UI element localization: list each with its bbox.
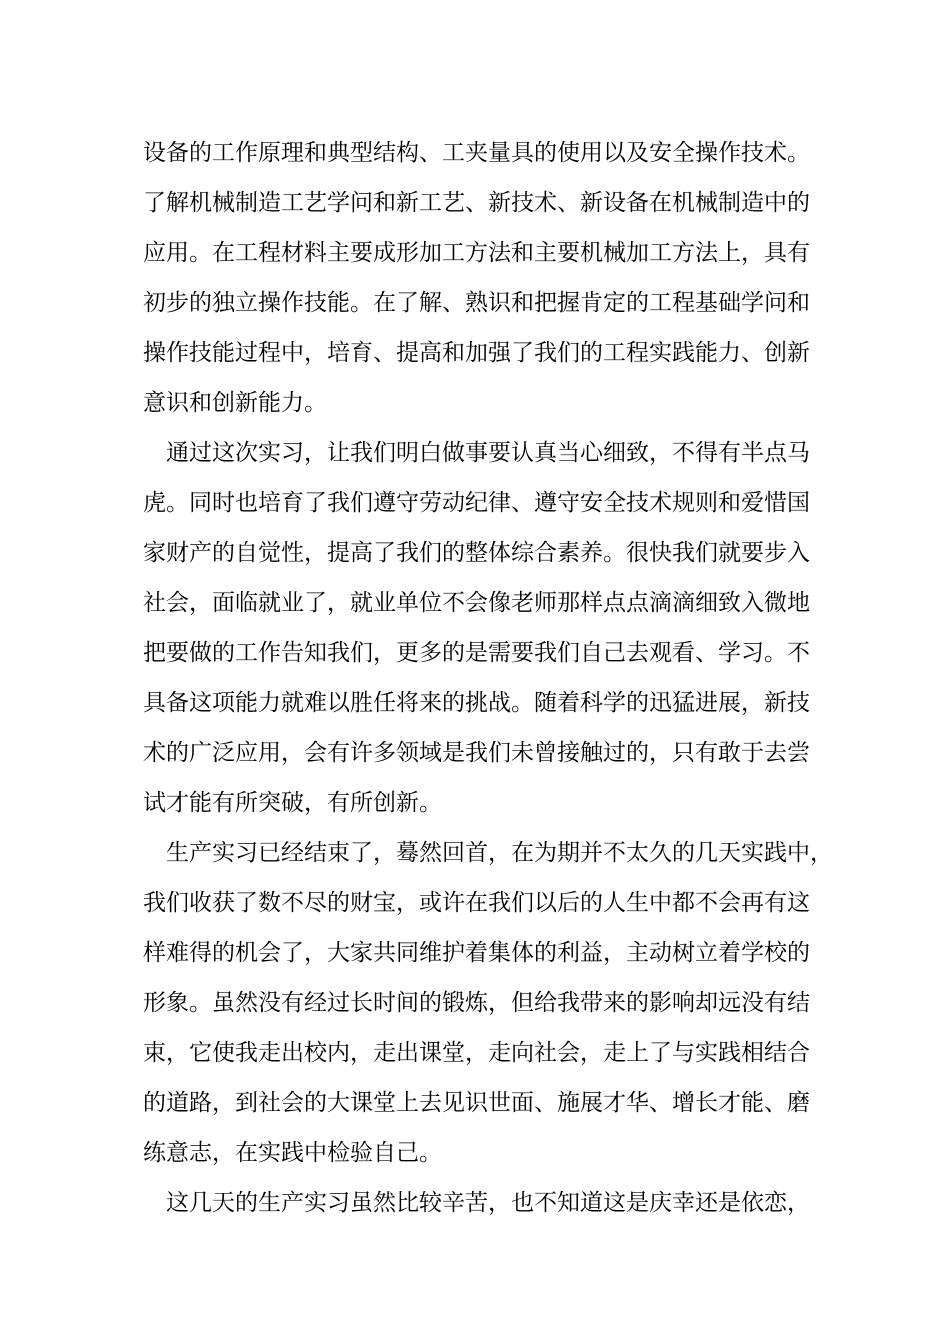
paragraph-first-line: 通过这次实习，让我们明白做事要认真当心细致，不得有半点马 xyxy=(166,440,810,466)
paragraph-first-line: 这几天的生产实习虽然比较辛苦，也不知道这是庆幸还是依恋， xyxy=(166,1190,810,1216)
text-line: 样难得的机会了，大家共同维护着集体的利益，主动树立着学校的 xyxy=(143,940,810,966)
text-line: 术的广泛应用，会有许多领域是我们未曾接触过的，只有敢于去尝 xyxy=(143,740,810,766)
text-line: 形象。虽然没有经过长时间的锻炼，但给我带来的影响却远没有结 xyxy=(143,990,810,1016)
text-line: 试才能有所突破，有所创新。 xyxy=(143,790,442,816)
text-line: 家财产的自觉性，提高了我们的整体综合素养。很快我们就要步入 xyxy=(143,540,810,566)
text-line: 的道路，到社会的大课堂上去见识世面、施展才华、增长才能、磨 xyxy=(143,1090,810,1116)
text-line: 练意志，在实践中检验自己。 xyxy=(143,1140,442,1166)
text-line: 具备这项能力就难以胜任将来的挑战。随着科学的迅猛进展，新技 xyxy=(143,690,810,716)
text-line: 虎。同时也培育了我们遵守劳动纪律、遵守安全技术规则和爱惜国 xyxy=(143,490,810,516)
text-line: 设备的工作原理和典型结构、工夹量具的使用以及安全操作技术。 xyxy=(143,140,810,166)
text-line: 我们收获了数不尽的财宝，或许在我们以后的人生中都不会再有这 xyxy=(143,890,810,916)
text-line: 社会，面临就业了，就业单位不会像老师那样点点滴滴细致入微地 xyxy=(143,590,810,616)
body-text xyxy=(143,128,833,1228)
text-line: 了解机械制造工艺学问和新工艺、新技术、新设备在机械制造中的 xyxy=(143,190,810,216)
text-line: 应用。在工程材料主要成形加工方法和主要机械加工方法上，具有 xyxy=(143,240,810,266)
text-line: 操作技能过程中，培育、提高和加强了我们的工程实践能力、创新 xyxy=(143,340,810,366)
text-line: 意识和创新能力。 xyxy=(143,390,327,416)
text-line: 束，它使我走出校内，走出课堂，走向社会，走上了与实践相结合 xyxy=(143,1040,810,1066)
text-line: 初步的独立操作技能。在了解、熟识和把握肯定的工程基础学问和 xyxy=(143,290,810,316)
text-line: 把要做的工作告知我们，更多的是需要我们自己去观看、学习。不 xyxy=(143,640,810,666)
paragraph-first-line: 生产实习已经结束了，蓦然回首，在为期并不太久的几天实践中， xyxy=(166,840,833,866)
